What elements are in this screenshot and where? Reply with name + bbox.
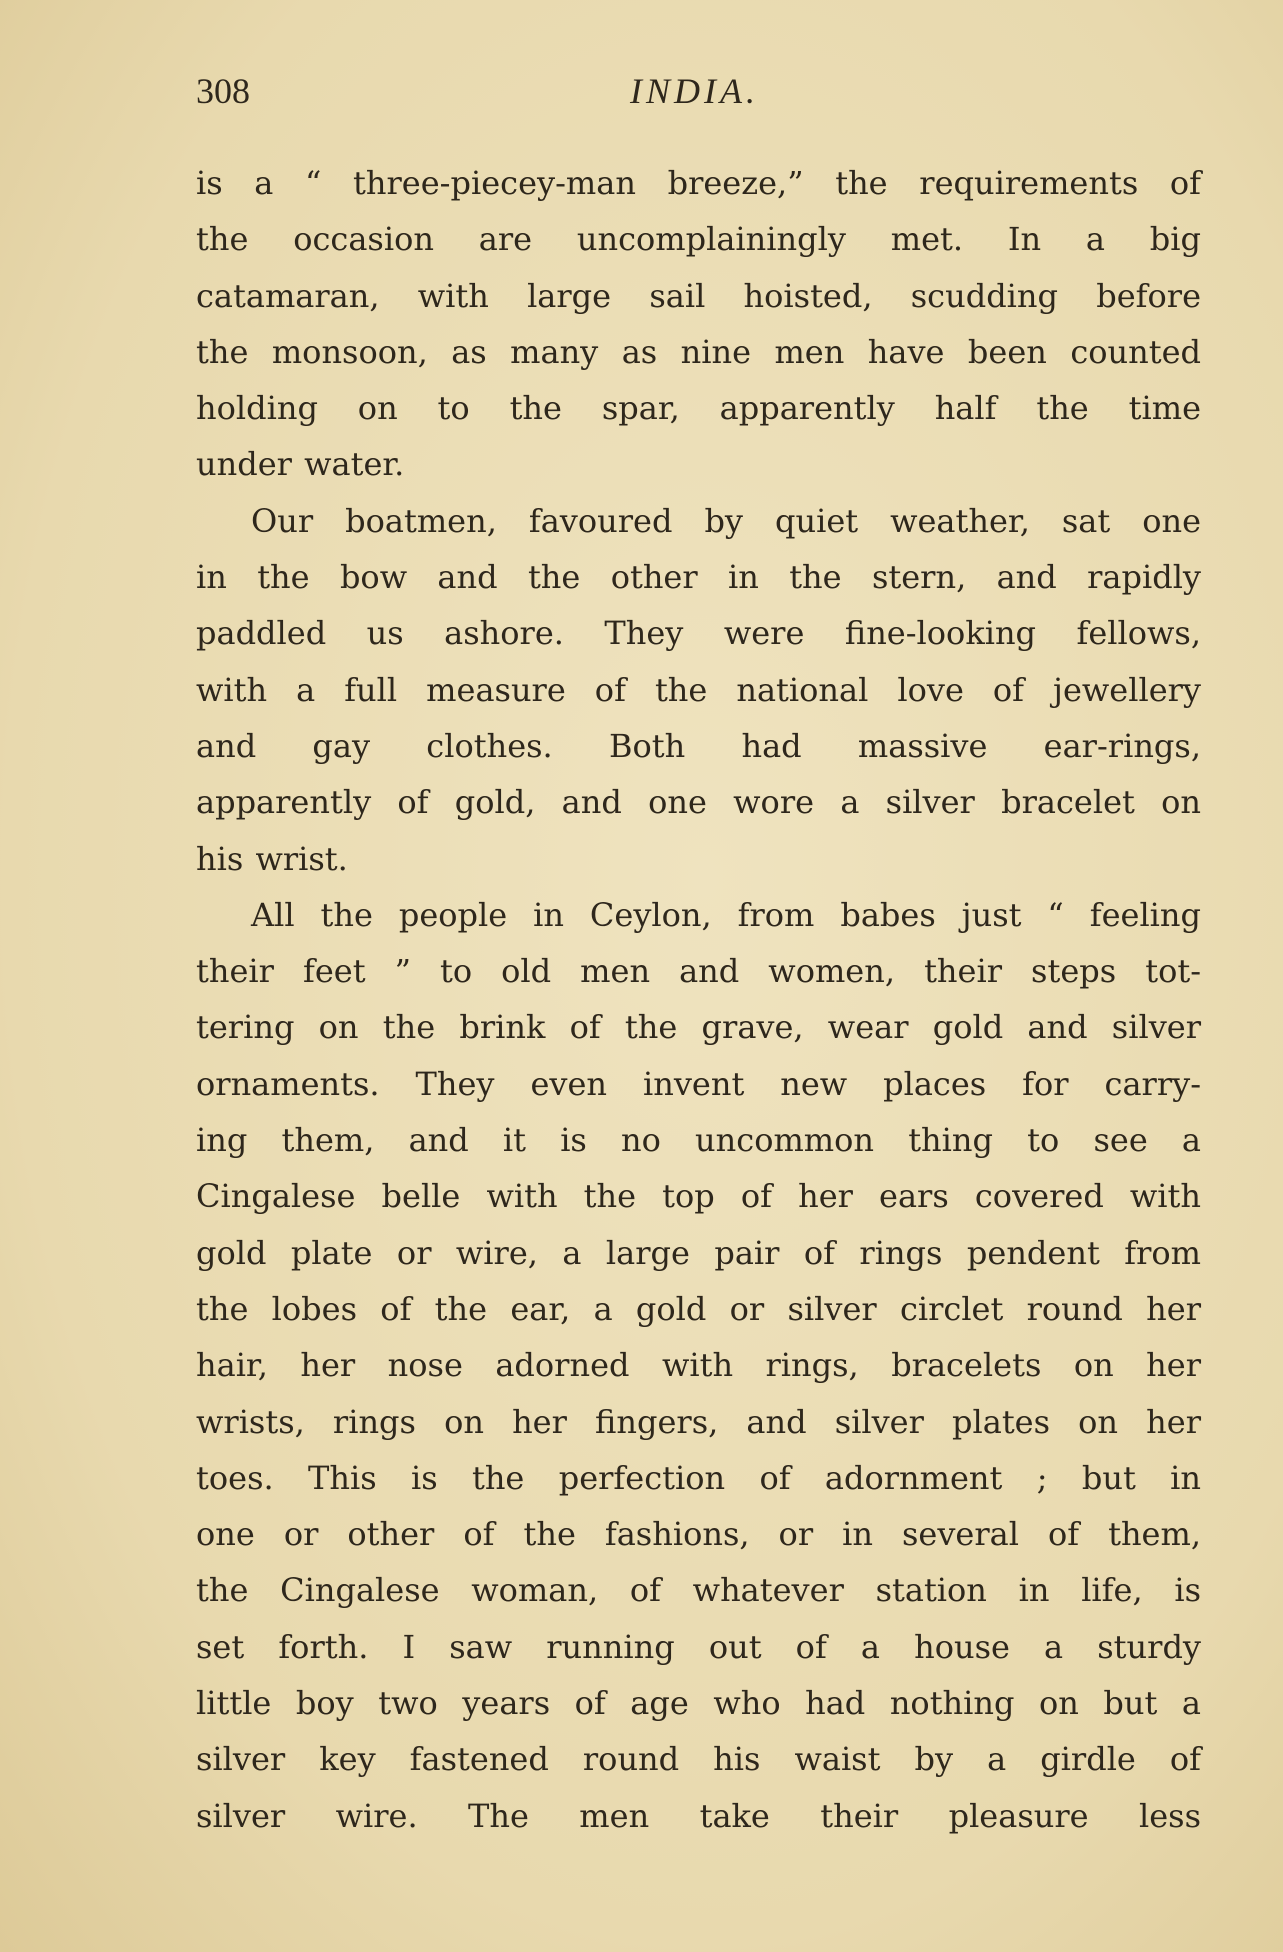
- text-line: ing them, and it is no uncommon thing to see a: [196, 1121, 1201, 1160]
- text-line: the monsoon, as many as nine men have been counted: [196, 332, 1201, 371]
- text-line: tering on the brink of the grave, wear gold and silver: [196, 1008, 1201, 1047]
- text-line: the Cingalese woman, of whatever station in life, is: [196, 1571, 1201, 1610]
- text-line: silver wire. The men take their pleasure less: [196, 1796, 1201, 1835]
- text-line: one or other of the fashions, or in several of them,: [196, 1515, 1201, 1554]
- text-line: with a full measure of the national love of jewellery: [196, 670, 1201, 709]
- text-line: and gay clothes. Both had massive ear-rings,: [196, 726, 1201, 765]
- text-line: their feet ” to old men and women, their steps tot-: [196, 952, 1201, 991]
- text-line: under water.: [196, 445, 405, 484]
- text-line: gold plate or wire, a large pair of rings pendent from: [196, 1233, 1201, 1272]
- text-line: little boy two years of age who had nothing on but a: [196, 1684, 1201, 1723]
- text-line: Cingalese belle with the top of her ears covered with: [196, 1177, 1201, 1216]
- text-line: catamaran, with large sail hoisted, scudding before: [196, 276, 1201, 315]
- body-text: [196, 155, 1201, 1844]
- text-line: silver key fastened round his waist by a girdle of: [196, 1740, 1201, 1779]
- running-title: INDIA.: [630, 71, 759, 111]
- text-line: ornaments. They even invent new places for carry-: [196, 1064, 1201, 1103]
- page-number: 308: [196, 71, 250, 111]
- text-line: set forth. I saw running out of a house a sturdy: [196, 1627, 1201, 1666]
- text-line: the lobes of the ear, a gold or silver circlet round her: [196, 1289, 1201, 1328]
- text-line: in the bow and the other in the stern, and rapidly: [196, 558, 1201, 597]
- text-line: toes. This is the perfection of adornment ; but in: [196, 1458, 1201, 1497]
- text-line: wrists, rings on her fingers, and silver plates on her: [196, 1402, 1201, 1441]
- text-line: his wrist.: [196, 839, 348, 878]
- text-line: the occasion are uncomplainingly met. In a big: [196, 220, 1201, 259]
- text-line: All the people in Ceylon, from babes just “ feeling: [251, 895, 1201, 934]
- text-line: hair, her nose adorned with rings, bracelets on her: [196, 1346, 1201, 1385]
- text-line: apparently of gold, and one wore a silver bracelet on: [196, 783, 1201, 822]
- text-line: Our boatmen, favoured by quiet weather, sat one: [251, 501, 1201, 540]
- running-head: [0, 70, 1283, 120]
- text-line: paddled us ashore. They were fine-looking fellows,: [196, 614, 1201, 653]
- text-line: is a “ three-piecey-man breeze,” the requirements of: [196, 164, 1201, 202]
- text-line: holding on to the spar, apparently half the time: [196, 389, 1201, 428]
